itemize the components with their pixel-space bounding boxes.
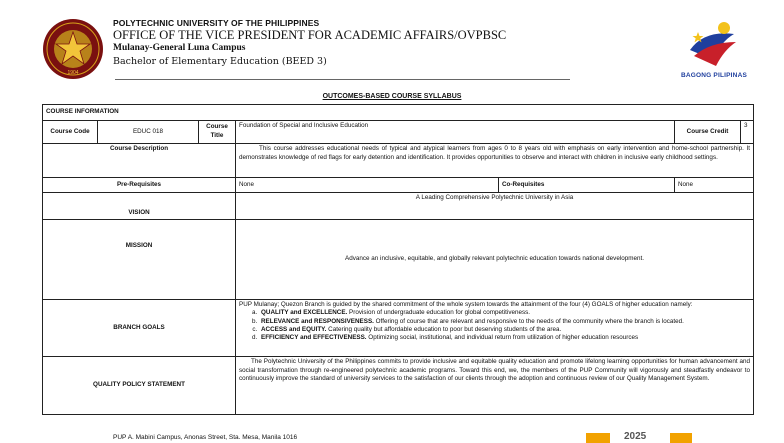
branch-goals-intro: PUP Mulanay; Quezon Branch is guided by the shared commitment of the whole system towards the attainment of the four (4) GOALS of higher education namely: <box>239 301 693 308</box>
course-code-value: EDUC 018 <box>98 121 199 144</box>
course-description-label: Course Description <box>43 144 236 178</box>
bagong-pilipinas-logo-icon <box>684 16 742 74</box>
prerequisites-label: Pre-Requisites <box>43 178 236 193</box>
course-info-header-row <box>43 105 754 121</box>
vision-text: A Leading Comprehensive Polytechnic University in Asia <box>236 193 754 220</box>
program-name: Bachelor of Elementary Education (BEED 3) <box>113 56 327 67</box>
header-divider <box>115 79 570 80</box>
document-header <box>0 0 784 92</box>
campus-name: Mulanay-General Luna Campus <box>113 43 246 53</box>
branch-goal-item: c. ACCESS and EQUITY. Catering quality but affordable education to poor but deserving students of the area. <box>259 326 750 334</box>
pup-seal-icon <box>42 18 104 80</box>
mission-text: Advance an inclusive, equitable, and globally relevant polytechnic education towards national development. <box>236 220 754 300</box>
vision-row <box>43 193 754 220</box>
course-code-row <box>43 121 754 144</box>
vision-label: VISION <box>43 193 236 220</box>
course-description-row <box>43 144 754 178</box>
course-title-label: Course Title <box>199 121 236 144</box>
quality-policy-label: QUALITY POLICY STATEMENT <box>43 357 236 415</box>
branch-goal-item: b. RELEVANCE and RESPONSIVENESS. Offering of course that are relevant and responsive to the needs of the community where the branch is located. <box>259 318 750 326</box>
branch-goals-row <box>43 300 754 357</box>
footer-badge-icon <box>586 433 610 443</box>
corequisites-value: None <box>675 178 754 193</box>
course-credit-value: 3 <box>741 121 754 144</box>
bagong-pilipinas-text: BAGONG PILIPINAS <box>680 72 748 79</box>
mission-label: MISSION <box>43 220 236 300</box>
branch-goals-label: BRANCH GOALS <box>43 300 236 357</box>
footer-address: PUP A. Mabini Campus, Anonas Street, Sta. Mesa, Manila 1016 <box>113 434 298 441</box>
course-code-label: Course Code <box>43 121 98 144</box>
branch-goal-item: a. QUALITY and EXCELLENCE. Provision of undergraduate education for global competitiveness. <box>259 309 750 317</box>
footer-badge-icon <box>670 433 692 443</box>
course-credit-label: Course Credit <box>675 121 741 144</box>
course-description-text: This course addresses educational needs of typical and atypical learners from ages 0 to 8 years old with emphasis on early intervention and home-school partnership. It demonstrates knowledge of red flags for early detention and identification. It provides opportunities to observe and interact with children in inclusive early childhood settings. <box>236 144 754 178</box>
syllabus-title: OUTCOMES-BASED COURSE SYLLABUS <box>322 93 462 100</box>
course-title-value: Foundation of Special and Inclusive Education <box>236 121 675 144</box>
syllabus-table <box>42 104 754 415</box>
office-name: OFFICE OF THE VICE PRESIDENT FOR ACADEMIC AFFAIRS/OVPBSC <box>113 28 507 42</box>
quality-policy-text: The Polytechnic University of the Philippines commits to provide inclusive and equitable quality education and promote lifelong learning opportunities for human advancement and social transformation through re-engineered polytechnic academic programs. Toward this end, we, the members of the PUP Community will vigorously and steadfastly endeavor to continuously improve the standard of university services to the satisfaction of our clients through the adoption and continuous review of our Quality Management System. <box>236 357 754 415</box>
corequisites-label: Co-Requisites <box>499 178 675 193</box>
course-info-heading: COURSE INFORMATION <box>43 105 754 121</box>
university-name: POLYTECHNIC UNIVERSITY OF THE PHILIPPINES <box>113 18 320 28</box>
mission-row <box>43 220 754 300</box>
branch-goal-item: d. EFFICIENCY and EFFECTIVENESS. Optimizing social, institutional, and individual return from utilization of higher education resources <box>259 334 750 342</box>
prerequisites-row <box>43 178 754 193</box>
prerequisites-value: None <box>236 178 499 193</box>
seal-year: 1904 <box>67 70 79 76</box>
branch-goals-list <box>239 309 750 342</box>
footer-year: 2025 <box>624 431 647 442</box>
quality-policy-row <box>43 357 754 415</box>
branch-goals-content <box>236 300 754 357</box>
